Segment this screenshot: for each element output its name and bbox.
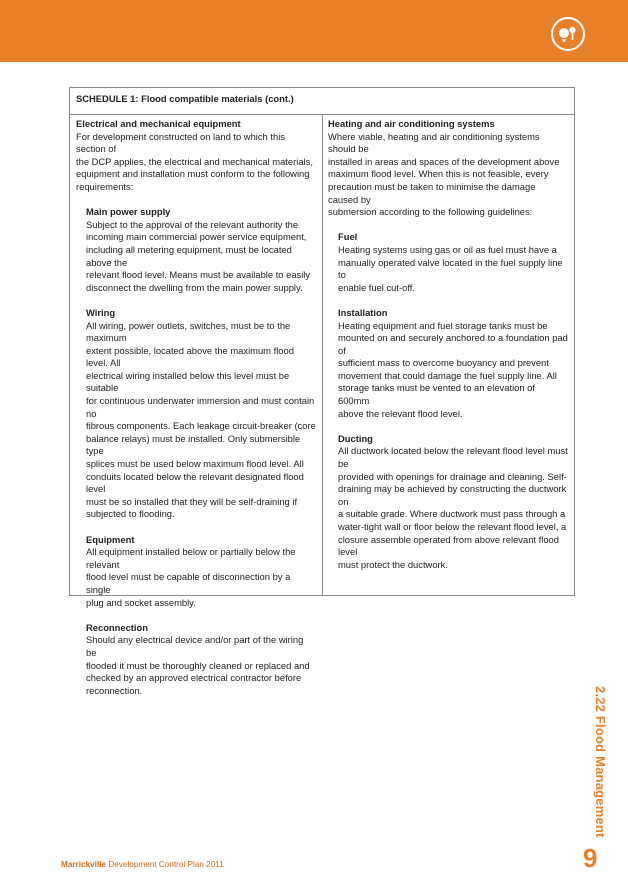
subsection-heading: Fuel (338, 231, 358, 243)
text-line: balance relays) must be installed. Only submersible type (86, 432, 301, 457)
subsection-equipment (76, 534, 316, 622)
subsection-main-power-supply (76, 206, 316, 307)
text-line: disconnect the dwelling from the main power supply. (86, 281, 303, 293)
section-side-label: 2.22 Flood Management (593, 686, 608, 838)
text-line: fibrous components. Each leakage circuit-breaker (core (86, 420, 316, 432)
text-line: precaution must be taken to minimise the damage caused by (328, 180, 536, 205)
text-line: must be so installed that they will be self-draining if (86, 495, 298, 507)
text-line: Heating equipment and fuel storage tanks must be (338, 319, 548, 331)
text-line: relevant flood level. Means must be available to easily (86, 269, 311, 281)
footer-plan: Development Control Plan 2011 (106, 860, 224, 869)
text-line: draining may be achieved by constructing the ductwork on (338, 483, 567, 507)
footer (61, 860, 224, 869)
text-line: the DCP applies, the electrical and mechanical materials, (76, 155, 313, 167)
text-line: movement that could damage the fuel supply line. All (338, 369, 557, 381)
text-line: sufficient mass to overcome buoyancy and prevent (338, 357, 549, 369)
text-line: storage tanks must be vented to an elevation of 600mm (338, 382, 535, 407)
page-number: 9 (583, 843, 598, 873)
council-logo-icon (551, 17, 585, 51)
text-line: installed in areas and spaces of the development above (328, 155, 560, 167)
text-line: equipment and installation must conform to the following (76, 168, 310, 180)
section-heading: Heating and air conditioning systems (328, 118, 495, 129)
text-line: checked by an approved electrical contractor before (86, 672, 302, 684)
subsection-heading: Installation (338, 306, 388, 318)
text-line: flood level must be capable of disconnection by a single (86, 571, 291, 595)
header-band (0, 0, 628, 62)
text-line: a suitable grade. Where ductwork must pass through a (338, 508, 566, 520)
schedule-table (69, 87, 575, 696)
text-line: must protect the ductwork. (338, 558, 448, 570)
subsection-heading: Wiring (86, 306, 116, 318)
text-line: All ductwork located below the relevant flood level must be (338, 445, 568, 470)
text-line: requirements: (76, 180, 134, 192)
text-line: Heating systems using gas or oil as fuel must have a (338, 243, 557, 255)
text-line: manually operated valve located in the fuel supply line to (338, 256, 563, 281)
text-line: plug and socket assembly. (86, 596, 196, 608)
text-line: electrical wiring installed below this level must be suitable (86, 369, 290, 394)
text-line: enable fuel cut-off. (338, 281, 415, 293)
text-line: maximum flood level. When this is not feasible, every (328, 168, 549, 180)
text-line: incoming main commercial power service equipment, (86, 231, 307, 243)
text-line: including all metering equipment, must be located above the (86, 243, 292, 268)
text-line: closure assemble operated from above relevant flood level (338, 533, 559, 558)
text-line: All wiring, power outlets, switches, must be to the maximum (86, 319, 291, 344)
text-line: submersion according to the following guidelines: (328, 206, 533, 218)
subsection-heading: Equipment (86, 533, 135, 545)
subsection-heading: Main power supply (86, 206, 171, 218)
text-line: For development constructed on land to which this section of (76, 130, 285, 155)
subsection-wiring (76, 307, 316, 534)
text-line: above the relevant flood level. (338, 407, 463, 419)
left-column (70, 115, 323, 696)
text-line: Where viable, heating and air conditioning systems should be (328, 130, 540, 155)
text-line: splices must be used below maximum flood level. All (86, 458, 304, 470)
text-line: Subject to the approval of the relevant authority the (86, 218, 299, 230)
text-line: extent possible, located above the maximum flood level. All (86, 344, 294, 369)
schedule-title: SCHEDULE 1: Flood compatible materials (cont.) (70, 88, 574, 115)
text-line: water-tight wall or floor below the relevant flood level, a (338, 521, 567, 532)
right-column (323, 115, 574, 595)
text-line: flooded it must be thoroughly cleaned or replaced and (86, 659, 310, 671)
text-line: All equipment installed below or partially below the relevant (86, 546, 296, 570)
subsection-fuel (328, 231, 568, 307)
section-heading: Electrical and mechanical equipment (76, 118, 241, 129)
text-line: Should any electrical device and/or part of the wiring be (86, 634, 304, 658)
text-line: subjected to flooding. (86, 508, 175, 520)
subsection-heading: Reconnection (86, 621, 148, 633)
text-line: provided with openings for drainage and cleaning. Self- (338, 470, 567, 482)
subsection-heading: Ducting (338, 432, 373, 444)
text-line: reconnection. (86, 684, 143, 696)
subsection-ducting (328, 433, 568, 572)
footer-council: Marrickville (61, 860, 107, 869)
subsection-reconnection (76, 622, 316, 698)
text-line: for continuous underwater immersion and must contain no (86, 395, 315, 419)
text-line: mounted on and securely anchored to a foundation pad of (338, 332, 568, 356)
subsection-installation (328, 307, 568, 433)
text-line: conduits located below the relevant designated flood level (86, 470, 304, 495)
